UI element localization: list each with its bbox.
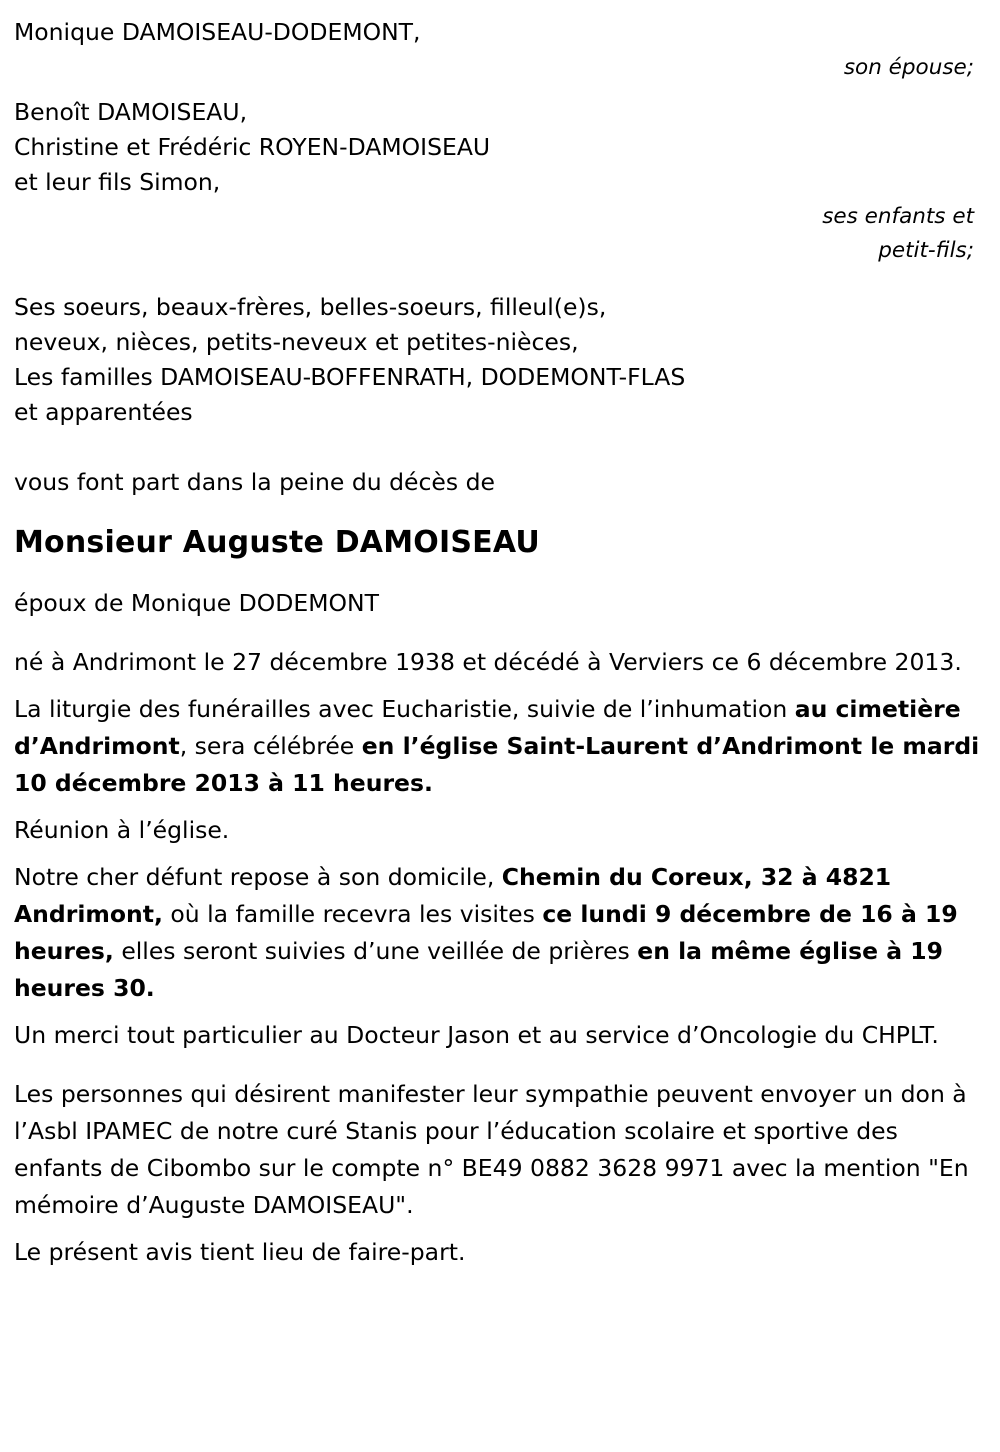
other-relatives-line-1: Ses soeurs, beaux-frères, belles-soeurs, filleul(e)s, [14,293,607,321]
child-line-1: Benoît DAMOISEAU, [14,98,248,126]
spacer [14,1007,982,1017]
thanks-info: Un merci tout particulier au Docteur Jason et au service d’Oncologie du CHPLT. [14,1021,939,1049]
ceremony-info [14,691,982,802]
spacer [14,501,982,523]
spacer [14,268,982,290]
donation-info: Les personnes qui désirent manifester leur sympathie peuvent envoyer un don à l’Asbl IPAMEC de notre curé Stanis pour l’éducation scolaire et sportive des enfants de Cibombo sur le compte n° BE49 0882 3628 9971 avec la mention "En mémoire d’Auguste DAMOISEAU". [14,1080,969,1219]
child-line-3: et leur fils Simon, [14,168,221,196]
spacer [14,622,982,644]
ceremony-bold-2: en l’église Saint-Laurent d’Andrimont le mardi 10 décembre 2013 à 11 heures. [14,732,980,797]
deceased-subtitle: époux de Monique DODEMONT [14,589,379,617]
other-relatives-line-4: et apparentées [14,398,193,426]
visitation-text-2: où la famille recevra les visites [162,900,543,928]
children-relation-line-1: ses enfants et [822,204,974,229]
ceremony-bold-1: au cimetière d’Andrimont [14,695,961,760]
spacer [14,430,982,464]
other-relatives-line-2: neveux, nièces, petits-neveux et petites-nièces, [14,328,579,356]
visitation-bold-3: en la même église à 19 heures 30. [14,937,943,1002]
birth-death-info: né à Andrimont le 27 décembre 1938 et décédé à Verviers ce 6 décembre 2013. [14,648,962,676]
spacer [14,681,982,691]
child-line-2: Christine et Frédéric ROYEN-DAMOISEAU [14,133,491,161]
visitation-text-3: elles seront suivies d’une veillée de prières [113,937,638,965]
spacer [14,1054,982,1076]
other-relatives-line-3: Les familles DAMOISEAU-BOFFENRATH, DODEMONT-FLAS [14,363,686,391]
ceremony-text-1: La liturgie des funérailles avec Eucharistie, suivie de l’inhumation [14,695,795,723]
spouse-name: Monique DAMOISEAU-DODEMONT, [14,18,421,46]
visitation-bold-1: Chemin du Coreux, 32 à 4821 Andrimont, [14,863,892,928]
deceased-name: Monsieur Auguste DAMOISEAU [14,525,540,560]
visitation-text-1: Notre cher défunt repose à son domicile, [14,863,502,891]
ceremony-text-2: , sera célébrée [179,732,362,760]
footer-note: Le présent avis tient lieu de faire-part. [14,1238,466,1266]
spacer [14,1224,982,1234]
spouse-relation: son épouse; [843,55,974,80]
announce-line: vous font part dans la peine du décès de [14,468,495,496]
spacer [14,85,982,95]
visitation-bold-2: ce lundi 9 décembre de 16 à 19 heures, [14,900,958,965]
visitation-info [14,859,982,1007]
gathering-info: Réunion à l’église. [14,816,230,844]
spacer [14,849,982,859]
spacer [14,563,982,585]
children-relation-line-2: petit-fils; [878,238,974,263]
spacer [14,802,982,812]
